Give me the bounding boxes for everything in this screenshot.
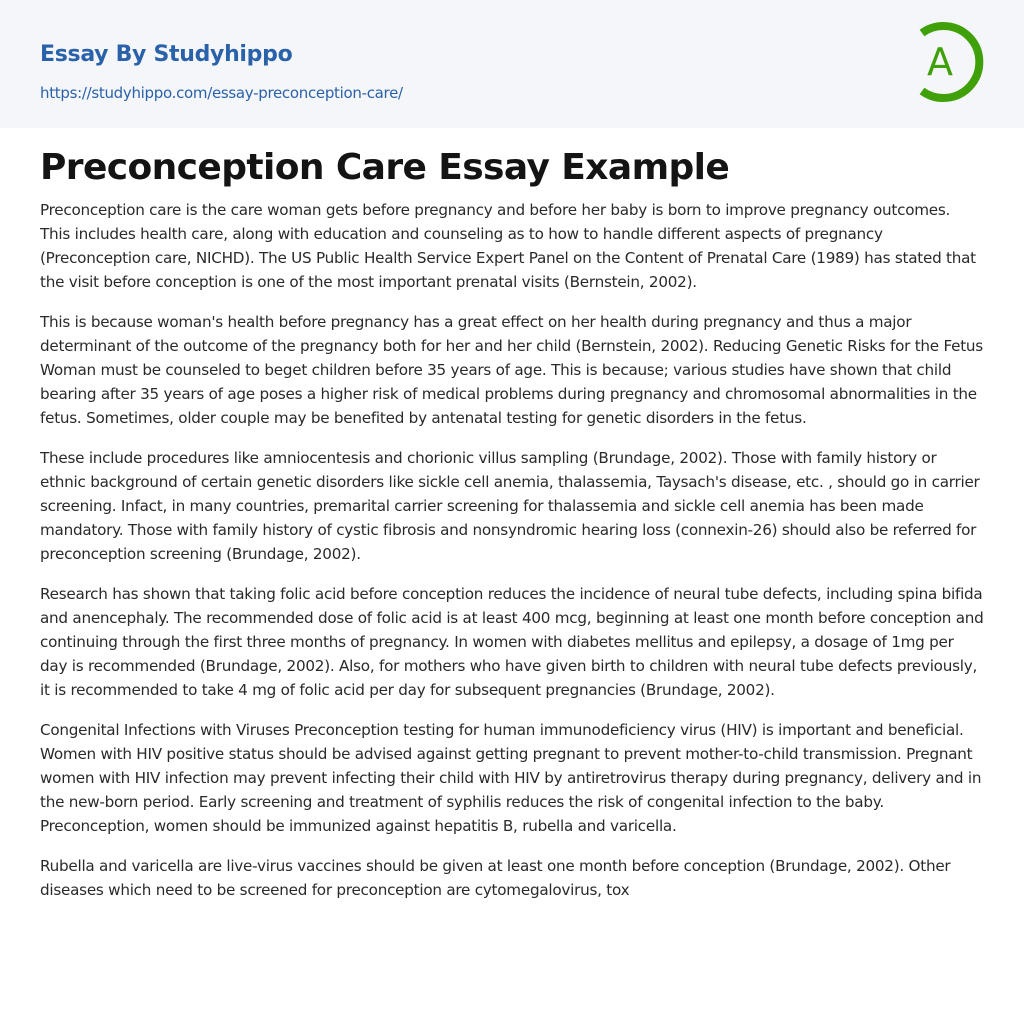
paragraph: Congenital Infections with Viruses Preconception testing for human immunodeficiency virus (HIV) is important and beneficial. Women with HIV positive status should be advised against getting pregnant to prevent mother-to-child transmission. Pregnant women with HIV infection may prevent infecting their child with HIV by antiretrovirus therapy during pregnancy, delivery and in the new-born period. Early screening and treatment of syphilis reduces the risk of congenital infection to the baby. Preconception, women should be immunized against hepatitis B, rubella and varicella. (40, 721, 982, 835)
paragraph: These include procedures like amniocentesis and chorionic villus sampling (Brundage, 2002). Those with family history or ethnic background of certain genetic disorders like sickle cell anemia, thalassemia, Taysach's disease, etc. , should go in carrier screening. Infact, in many countries, premarital carrier screening for thalassemia and sickle cell anemia has been made mandatory. Those with family history of cystic fibrosis and nonsyndromic hearing loss (connexin-26) should also be referred for preconception screening (Brundage, 2002). (40, 449, 980, 563)
paragraph: Research has shown that taking folic acid before conception reduces the incidence of neural tube defects, including spina bifida and anencephaly. The recommended dose of folic acid is at least 400 mcg, beginning at least one month before conception and continuing through the first three months of pregnancy. In women with diabetes mellitus and epilepsy, a dosage of 1mg per day is recommended (Brundage, 2002). Also, for mothers who have given birth to children with neural tube defects previously, it is recommended to take 4 mg of folic acid per day for subsequent pregnancies (Brundage, 2002). (40, 585, 984, 699)
paragraph: Preconception care is the care woman gets before pregnancy and before her baby is born to improve pregnancy outcomes. This includes health care, along with education and counseling as to how to handle different aspects of pregnancy (Preconception care, NICHD). The US Public Health Service Expert Panel on the Content of Prenatal Care (1989) has stated that the visit before conception is one of the most important prenatal visits (Bernstein, 2002). (40, 201, 976, 291)
essay-url-link[interactable]: https://studyhippo.com/essay-preconception-care/ (40, 84, 403, 102)
site-header (0, 0, 1024, 128)
studyhippo-logo-icon[interactable] (912, 19, 986, 105)
site-title: Essay By Studyhippo (40, 42, 293, 67)
page-title: Preconception Care Essay Example (40, 147, 730, 188)
paragraph: This is because woman's health before pregnancy has a great effect on her health during pregnancy and thus a major determinant of the outcome of the pregnancy both for her and her child (Bernstein, 2002). Reducing Genetic Risks for the Fetus Woman must be counseled to beget children before 35 years of age. This is because; various studies have shown that child bearing after 35 years of age poses a higher risk of medical problems during pregnancy and chromosomal abnormalities in the fetus. Sometimes, older couple may be benefited by antenatal testing for genetic disorders in the fetus. (40, 313, 983, 427)
logo-letter: A (927, 40, 953, 84)
article (0, 128, 1024, 902)
paragraph: Rubella and varicella are live-virus vaccines should be given at least one month before conception (Brundage, 2002). Other diseases which need to be screened for preconception are cytomegalovirus, tox (40, 857, 951, 899)
